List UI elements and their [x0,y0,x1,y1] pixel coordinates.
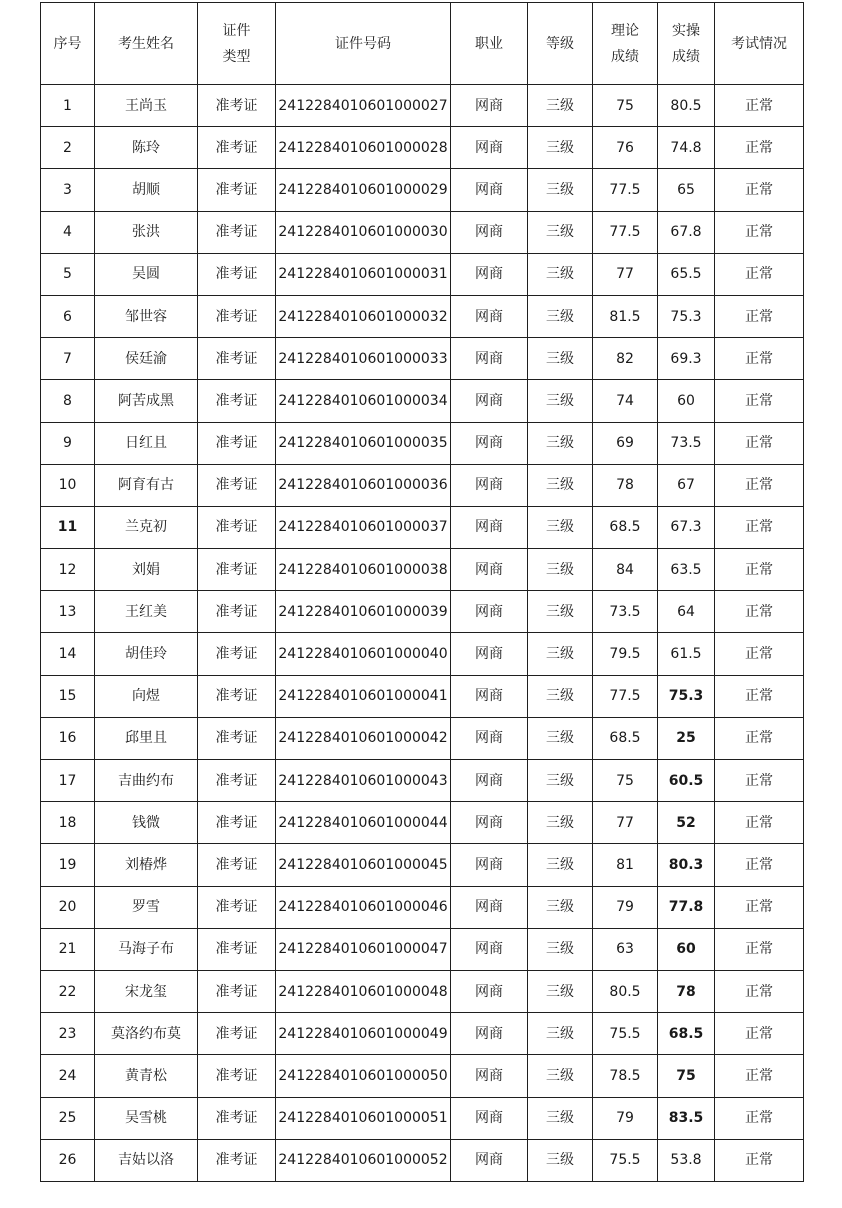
cell-status: 正常 [715,1013,804,1055]
cell-occupation: 网商 [451,211,528,253]
cell-level: 三级 [528,549,593,591]
cell-seq: 2 [41,127,95,169]
cell-occupation: 网商 [451,85,528,127]
cell-practical-score: 80.3 [658,844,715,886]
cell-practical-score: 52 [658,802,715,844]
cell-status: 正常 [715,633,804,675]
table-row [41,169,804,211]
cell-level: 三级 [528,1013,593,1055]
cell-level: 三级 [528,422,593,464]
cell-id-number: 2412284010601000033 [276,338,451,380]
cell-seq: 19 [41,844,95,886]
cell-name: 吉曲约布 [95,760,198,802]
cell-id-number: 2412284010601000030 [276,211,451,253]
cell-id-number: 2412284010601000037 [276,506,451,548]
cell-id-type: 准考证 [198,85,276,127]
table-row [41,1013,804,1055]
cell-theory-score: 80.5 [593,970,658,1012]
cell-name: 侯廷渝 [95,338,198,380]
cell-id-number: 2412284010601000027 [276,85,451,127]
cell-seq: 23 [41,1013,95,1055]
header-level: 等级 [528,3,593,85]
cell-level: 三级 [528,127,593,169]
header-practical-line1: 实操 [672,22,700,39]
cell-practical-score: 75 [658,1055,715,1097]
cell-status: 正常 [715,295,804,337]
cell-occupation: 网商 [451,127,528,169]
cell-occupation: 网商 [451,717,528,759]
cell-seq: 25 [41,1097,95,1139]
cell-theory-score: 81 [593,844,658,886]
cell-theory-score: 75.5 [593,1013,658,1055]
cell-id-type: 准考证 [198,169,276,211]
cell-seq: 8 [41,380,95,422]
cell-status: 正常 [715,169,804,211]
cell-occupation: 网商 [451,464,528,506]
cell-level: 三级 [528,464,593,506]
cell-name: 陈玲 [95,127,198,169]
cell-seq: 15 [41,675,95,717]
cell-name: 马海子布 [95,928,198,970]
cell-status: 正常 [715,85,804,127]
cell-status: 正常 [715,591,804,633]
cell-status: 正常 [715,1139,804,1181]
cell-theory-score: 82 [593,338,658,380]
table-row [41,464,804,506]
cell-status: 正常 [715,211,804,253]
table-row [41,127,804,169]
cell-level: 三级 [528,675,593,717]
cell-seq: 10 [41,464,95,506]
cell-id-type: 准考证 [198,464,276,506]
cell-seq: 9 [41,422,95,464]
cell-status: 正常 [715,338,804,380]
cell-theory-score: 73.5 [593,591,658,633]
cell-level: 三级 [528,970,593,1012]
cell-seq: 11 [41,506,95,548]
cell-occupation: 网商 [451,1013,528,1055]
cell-practical-score: 60 [658,928,715,970]
cell-seq: 21 [41,928,95,970]
cell-practical-score: 75.3 [658,675,715,717]
cell-name: 宋龙玺 [95,970,198,1012]
cell-id-type: 准考证 [198,422,276,464]
cell-id-number: 2412284010601000039 [276,591,451,633]
cell-theory-score: 68.5 [593,506,658,548]
table-row [41,886,804,928]
cell-practical-score: 69.3 [658,338,715,380]
cell-level: 三级 [528,506,593,548]
cell-occupation: 网商 [451,549,528,591]
cell-level: 三级 [528,380,593,422]
cell-id-number: 2412284010601000041 [276,675,451,717]
cell-seq: 1 [41,85,95,127]
cell-practical-score: 67.3 [658,506,715,548]
cell-theory-score: 75 [593,85,658,127]
header-status: 考试情况 [715,3,804,85]
table-body [41,85,804,1182]
cell-level: 三级 [528,295,593,337]
cell-id-type: 准考证 [198,760,276,802]
cell-id-number: 2412284010601000047 [276,928,451,970]
cell-status: 正常 [715,127,804,169]
cell-occupation: 网商 [451,802,528,844]
cell-level: 三级 [528,1139,593,1181]
cell-id-type: 准考证 [198,1055,276,1097]
cell-practical-score: 73.5 [658,422,715,464]
cell-theory-score: 78 [593,464,658,506]
cell-status: 正常 [715,717,804,759]
cell-seq: 17 [41,760,95,802]
cell-level: 三级 [528,338,593,380]
cell-id-type: 准考证 [198,844,276,886]
cell-id-type: 准考证 [198,802,276,844]
cell-level: 三级 [528,717,593,759]
cell-practical-score: 75.3 [658,295,715,337]
cell-name: 刘椿烨 [95,844,198,886]
exam-score-table [40,2,804,1182]
cell-name: 吴雪桃 [95,1097,198,1139]
cell-level: 三级 [528,85,593,127]
cell-id-number: 2412284010601000044 [276,802,451,844]
table-row [41,760,804,802]
cell-level: 三级 [528,886,593,928]
cell-name: 胡顺 [95,169,198,211]
table-row [41,1055,804,1097]
cell-id-number: 2412284010601000031 [276,253,451,295]
cell-theory-score: 75 [593,760,658,802]
table-row [41,1139,804,1181]
cell-level: 三级 [528,802,593,844]
table-row [41,338,804,380]
header-theory-score [593,3,658,85]
cell-status: 正常 [715,970,804,1012]
cell-seq: 18 [41,802,95,844]
cell-name: 阿育有古 [95,464,198,506]
cell-seq: 20 [41,886,95,928]
table-row [41,591,804,633]
cell-seq: 5 [41,253,95,295]
cell-id-type: 准考证 [198,253,276,295]
cell-id-type: 准考证 [198,970,276,1012]
cell-level: 三级 [528,760,593,802]
cell-name: 吉姑以洛 [95,1139,198,1181]
cell-id-number: 2412284010601000032 [276,295,451,337]
cell-practical-score: 78 [658,970,715,1012]
cell-level: 三级 [528,1055,593,1097]
header-id-type-line2: 类型 [222,48,251,65]
cell-practical-score: 80.5 [658,85,715,127]
cell-id-type: 准考证 [198,1097,276,1139]
cell-id-type: 准考证 [198,380,276,422]
cell-name: 向煜 [95,675,198,717]
header-occupation: 职业 [451,3,528,85]
cell-theory-score: 77 [593,253,658,295]
cell-practical-score: 61.5 [658,633,715,675]
cell-id-number: 2412284010601000049 [276,1013,451,1055]
cell-name: 黄青松 [95,1055,198,1097]
cell-name: 莫洛约布莫 [95,1013,198,1055]
cell-practical-score: 65 [658,169,715,211]
cell-id-number: 2412284010601000043 [276,760,451,802]
cell-name: 罗雪 [95,886,198,928]
table-row [41,1097,804,1139]
header-id-type-line1: 证件 [222,22,251,39]
cell-id-type: 准考证 [198,928,276,970]
cell-level: 三级 [528,169,593,211]
cell-occupation: 网商 [451,928,528,970]
table-row [41,380,804,422]
cell-id-type: 准考证 [198,127,276,169]
cell-occupation: 网商 [451,295,528,337]
cell-id-number: 2412284010601000050 [276,1055,451,1097]
cell-occupation: 网商 [451,591,528,633]
cell-practical-score: 60.5 [658,760,715,802]
cell-status: 正常 [715,464,804,506]
cell-practical-score: 65.5 [658,253,715,295]
cell-id-type: 准考证 [198,295,276,337]
cell-level: 三级 [528,591,593,633]
cell-id-number: 2412284010601000035 [276,422,451,464]
cell-practical-score: 74.8 [658,127,715,169]
table-row [41,85,804,127]
cell-id-number: 2412284010601000046 [276,886,451,928]
cell-name: 阿苦成黑 [95,380,198,422]
table-row [41,211,804,253]
header-seq: 序号 [41,3,95,85]
cell-practical-score: 63.5 [658,549,715,591]
cell-id-number: 2412284010601000051 [276,1097,451,1139]
table-row [41,970,804,1012]
cell-occupation: 网商 [451,675,528,717]
cell-level: 三级 [528,211,593,253]
cell-id-type: 准考证 [198,1139,276,1181]
cell-id-type: 准考证 [198,717,276,759]
table-row [41,633,804,675]
cell-practical-score: 64 [658,591,715,633]
cell-name: 邹世容 [95,295,198,337]
table-row [41,253,804,295]
cell-seq: 16 [41,717,95,759]
cell-practical-score: 83.5 [658,1097,715,1139]
cell-level: 三级 [528,253,593,295]
cell-occupation: 网商 [451,338,528,380]
cell-occupation: 网商 [451,1097,528,1139]
cell-occupation: 网商 [451,1139,528,1181]
cell-theory-score: 77 [593,802,658,844]
cell-seq: 12 [41,549,95,591]
cell-name: 钱微 [95,802,198,844]
header-theory-line2: 成绩 [611,48,639,65]
cell-practical-score: 68.5 [658,1013,715,1055]
table-row [41,422,804,464]
cell-theory-score: 77.5 [593,211,658,253]
cell-id-number: 2412284010601000040 [276,633,451,675]
cell-status: 正常 [715,844,804,886]
table-row [41,717,804,759]
cell-id-number: 2412284010601000029 [276,169,451,211]
header-theory-line1: 理论 [611,22,639,39]
cell-seq: 4 [41,211,95,253]
header-id-number: 证件号码 [276,3,451,85]
cell-level: 三级 [528,928,593,970]
cell-theory-score: 75.5 [593,1139,658,1181]
cell-seq: 22 [41,970,95,1012]
cell-seq: 6 [41,295,95,337]
cell-occupation: 网商 [451,380,528,422]
cell-name: 王红美 [95,591,198,633]
cell-theory-score: 76 [593,127,658,169]
cell-id-type: 准考证 [198,633,276,675]
cell-id-type: 准考证 [198,591,276,633]
cell-theory-score: 69 [593,422,658,464]
cell-occupation: 网商 [451,844,528,886]
cell-status: 正常 [715,760,804,802]
cell-theory-score: 79 [593,1097,658,1139]
cell-status: 正常 [715,422,804,464]
cell-id-number: 2412284010601000028 [276,127,451,169]
cell-id-number: 2412284010601000036 [276,464,451,506]
cell-name: 胡佳玲 [95,633,198,675]
table-row [41,549,804,591]
cell-name: 张洪 [95,211,198,253]
cell-theory-score: 74 [593,380,658,422]
cell-practical-score: 60 [658,380,715,422]
cell-id-type: 准考证 [198,549,276,591]
cell-practical-score: 67 [658,464,715,506]
cell-seq: 7 [41,338,95,380]
cell-theory-score: 77.5 [593,169,658,211]
cell-seq: 14 [41,633,95,675]
cell-id-type: 准考证 [198,1013,276,1055]
cell-status: 正常 [715,253,804,295]
cell-id-number: 2412284010601000038 [276,549,451,591]
cell-seq: 3 [41,169,95,211]
cell-seq: 26 [41,1139,95,1181]
header-id-type [198,3,276,85]
cell-status: 正常 [715,506,804,548]
cell-theory-score: 81.5 [593,295,658,337]
cell-name: 吴圆 [95,253,198,295]
cell-seq: 13 [41,591,95,633]
cell-theory-score: 78.5 [593,1055,658,1097]
cell-level: 三级 [528,1097,593,1139]
cell-occupation: 网商 [451,886,528,928]
table-row [41,844,804,886]
cell-status: 正常 [715,675,804,717]
cell-occupation: 网商 [451,970,528,1012]
cell-occupation: 网商 [451,1055,528,1097]
cell-occupation: 网商 [451,760,528,802]
table-header [41,3,804,85]
cell-level: 三级 [528,844,593,886]
cell-occupation: 网商 [451,422,528,464]
cell-occupation: 网商 [451,633,528,675]
cell-practical-score: 67.8 [658,211,715,253]
header-name: 考生姓名 [95,3,198,85]
header-practical-line2: 成绩 [672,48,700,65]
cell-theory-score: 79 [593,886,658,928]
cell-status: 正常 [715,886,804,928]
cell-theory-score: 77.5 [593,675,658,717]
cell-status: 正常 [715,1055,804,1097]
cell-occupation: 网商 [451,253,528,295]
cell-seq: 24 [41,1055,95,1097]
cell-id-type: 准考证 [198,675,276,717]
cell-status: 正常 [715,549,804,591]
cell-id-type: 准考证 [198,886,276,928]
cell-name: 兰克初 [95,506,198,548]
cell-name: 日红且 [95,422,198,464]
cell-status: 正常 [715,380,804,422]
cell-theory-score: 68.5 [593,717,658,759]
cell-id-number: 2412284010601000048 [276,970,451,1012]
table-row [41,928,804,970]
cell-status: 正常 [715,802,804,844]
cell-theory-score: 79.5 [593,633,658,675]
cell-occupation: 网商 [451,169,528,211]
cell-id-number: 2412284010601000042 [276,717,451,759]
cell-theory-score: 63 [593,928,658,970]
cell-id-number: 2412284010601000034 [276,380,451,422]
cell-practical-score: 77.8 [658,886,715,928]
cell-name: 邱里且 [95,717,198,759]
table-row [41,506,804,548]
header-row [41,3,804,85]
header-practical-score [658,3,715,85]
cell-level: 三级 [528,633,593,675]
cell-practical-score: 25 [658,717,715,759]
cell-occupation: 网商 [451,506,528,548]
cell-id-type: 准考证 [198,211,276,253]
cell-id-number: 2412284010601000052 [276,1139,451,1181]
table-row [41,675,804,717]
table-row [41,295,804,337]
cell-id-number: 2412284010601000045 [276,844,451,886]
table-row [41,802,804,844]
cell-status: 正常 [715,1097,804,1139]
cell-name: 刘娟 [95,549,198,591]
cell-practical-score: 53.8 [658,1139,715,1181]
cell-id-type: 准考证 [198,338,276,380]
cell-theory-score: 84 [593,549,658,591]
cell-status: 正常 [715,928,804,970]
cell-name: 王尚玉 [95,85,198,127]
cell-id-type: 准考证 [198,506,276,548]
